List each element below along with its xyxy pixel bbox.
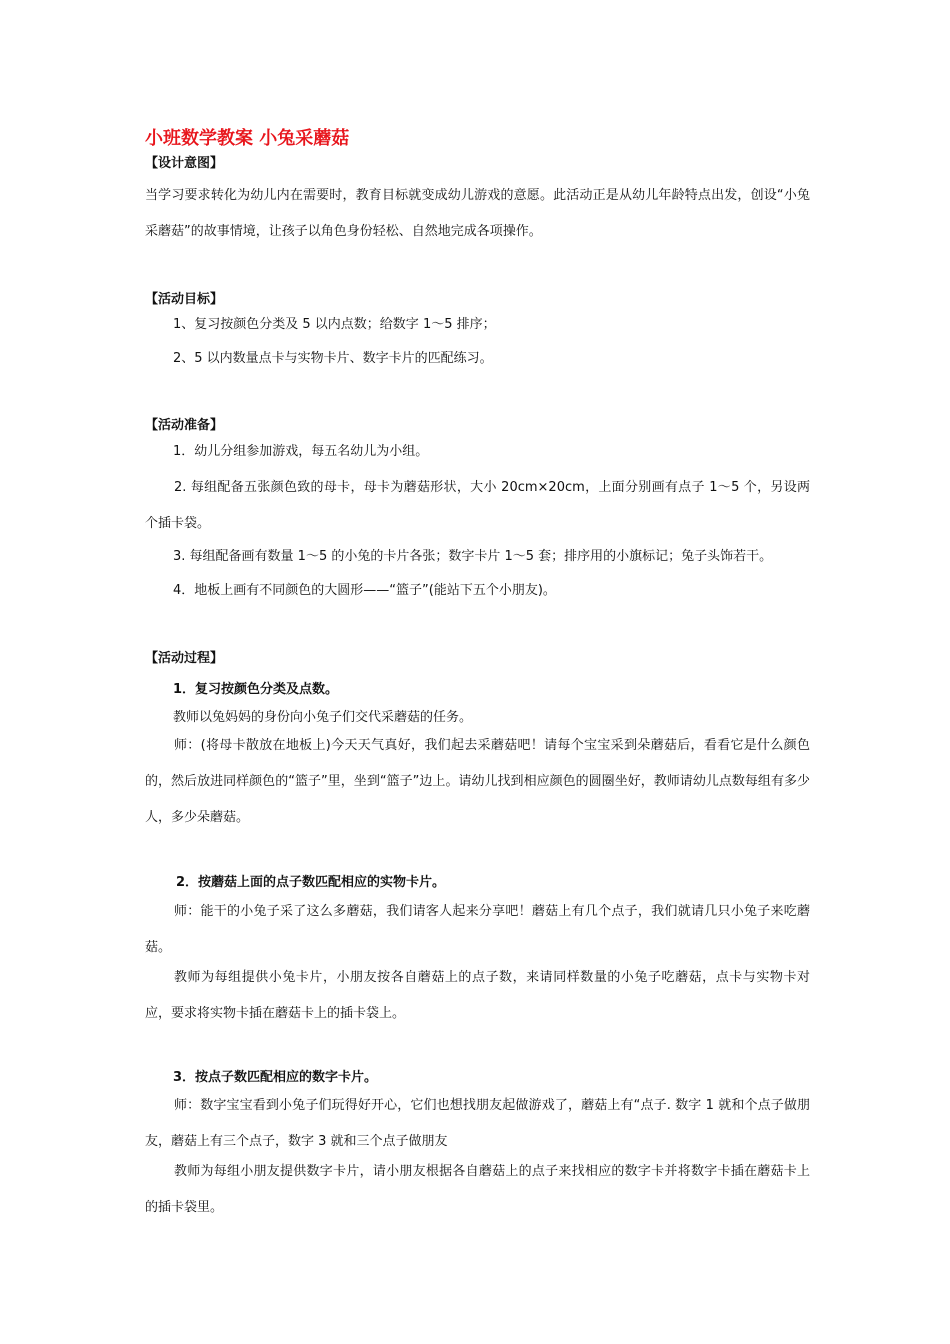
- step1-text: 师：(将母卡散放在地板上)今天天气真好，我们起去采蘑菇吧！请每个宝宝采到朵蘑菇后，看看它是什么颜色的，然后放进同样颜色的“篮子”里，坐到“篮子”边上。请幼儿找到相应颜色的圆圈坐好，教师请幼儿点数每组有多少人，多少朵蘑菇。: [145, 738, 810, 825]
- process-heading: 【活动过程】: [145, 651, 224, 666]
- document-title: 小班数学教案 小兔采蘑菇: [145, 128, 350, 149]
- design-heading: 【设计意图】: [145, 156, 224, 171]
- step1-title: 1．复习按颜色分类及点数。: [173, 682, 339, 697]
- step3-title: 3．按点子数匹配相应的数字卡片。: [173, 1070, 378, 1085]
- step2-text: 师：能干的小兔子采了这么多蘑菇，我们请客人起来分享吧！蘑菇上有几个点子，我们就请几只小兔子来吃蘑菇。: [145, 904, 810, 955]
- step2-title: 2．按蘑菇上面的点子数匹配相应的实物卡片。: [176, 875, 446, 890]
- goal-item: 2、5 以内数量点卡与实物卡片、数字卡片的匹配练习。: [173, 351, 493, 366]
- prep-heading: 【活动准备】: [145, 418, 224, 433]
- prep-item: 4．地板上画有不同颜色的大圆形——“篮子”(能站下五个小朋友)。: [173, 583, 556, 598]
- prep-item: 2. 每组配备五张颜色致的母卡，母卡为蘑菇形状，大小 20cm×20cm，上面分别画有点子 1～5 个，另设两个插卡袋。: [145, 480, 810, 531]
- step3-text: 师：数字宝宝看到小兔子们玩得好开心，它们也想找朋友起做游戏了，蘑菇上有“点子. 数字 1 就和个点子做朋友，蘑菇上有三个点子，数字 3 就和三个点子做朋友: [145, 1098, 810, 1149]
- design-text: 当学习要求转化为幼儿内在需要时，教育目标就变成幼儿游戏的意愿。此活动正是从幼儿年龄特点出发，创设“小兔采蘑菇”的故事情境，让孩子以角色身份轻松、自然地完成各项操作。: [145, 188, 810, 239]
- step2-text: 教师为每组提供小兔卡片，小朋友按各自蘑菇上的点子数，来请同样数量的小兔子吃蘑菇，点卡与实物卡对应，要求将实物卡插在蘑菇卡上的插卡袋上。: [145, 970, 810, 1021]
- goal-item: 1、复习按颜色分类及 5 以内点数；给数字 1～5 排序；: [173, 317, 496, 332]
- goals-heading: 【活动目标】: [145, 292, 224, 307]
- prep-item: 3. 每组配备画有数量 1～5 的小兔的卡片各张；数字卡片 1～5 套；排序用的小旗标记；兔子头饰若干。: [173, 549, 773, 564]
- step1-text: 教师以兔妈妈的身份向小兔子们交代采蘑菇的任务。: [173, 710, 473, 725]
- prep-item: 1．幼儿分组参加游戏，每五名幼儿为小组。: [173, 444, 429, 459]
- step3-text: 教师为每组小朋友提供数字卡片，请小朋友根据各自蘑菇上的点子来找相应的数字卡并将数字卡插在蘑菇卡上的插卡袋里。: [145, 1164, 810, 1215]
